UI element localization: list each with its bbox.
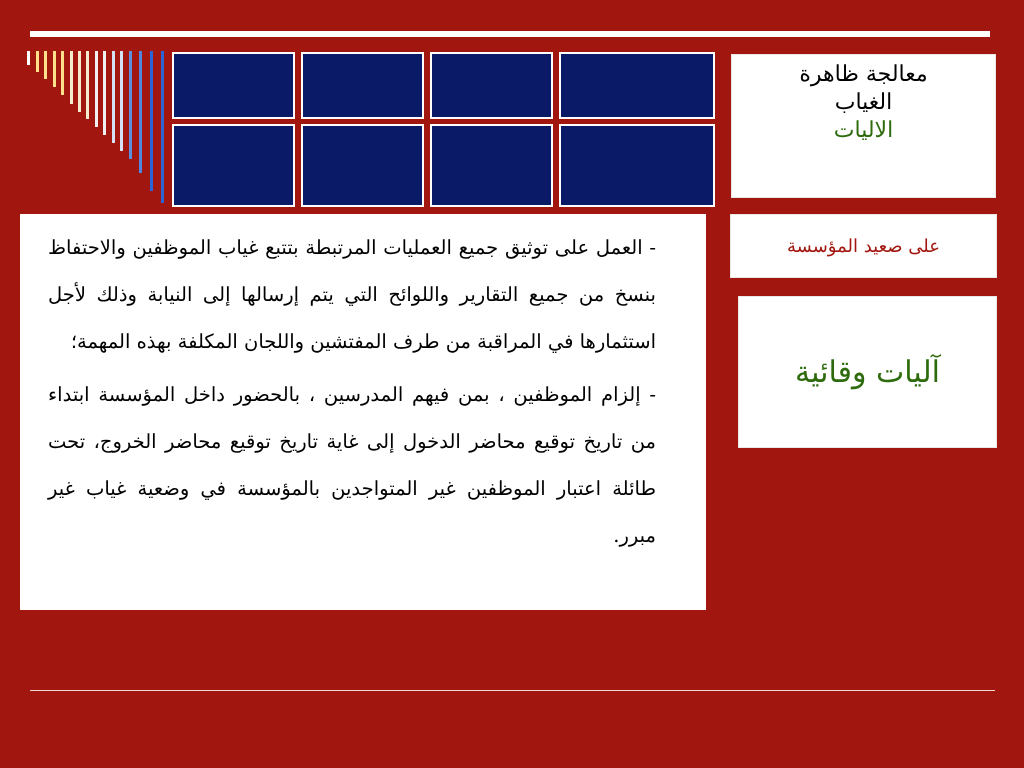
stripe xyxy=(44,51,47,79)
stripe xyxy=(150,51,153,191)
slide-title-line-2: الغياب xyxy=(834,90,893,115)
stripe xyxy=(86,51,89,119)
stripe xyxy=(161,51,164,203)
context-label: على صعيد المؤسسة xyxy=(787,236,940,257)
tile xyxy=(559,124,715,207)
content-paragraph-2: - إلزام الموظفين ، بمن فيهم المدرسين ، بالحضور داخل المؤسسة ابتداء من تاريخ توقيع محاضر الدخول إلى غاية تاريخ توقيع محاضر الخروج، تحت طائلة اعتبار الموظفين غير المتواجدين بالمؤسسة في وضعية غياب غير مبرر. xyxy=(48,383,656,547)
section-heading-box xyxy=(738,296,997,448)
tile xyxy=(301,52,424,119)
stripe xyxy=(129,51,132,159)
slide-title-line-1: معالجة ظاهرة xyxy=(799,62,928,87)
tile xyxy=(430,124,553,207)
content-box xyxy=(20,214,706,610)
tile xyxy=(559,52,715,119)
content-paragraph-1: - العمل على توثيق جميع العمليات المرتبطة بتتبع غياب الموظفين والاحتفاظ بنسخ من جميع التقارير واللوائح التي يتم إرسالها إلى النيابة وذلك لأجل استثمارها في المراقبة من طرف المفتشين واللجان المكلفة بهذه المهمة؛ xyxy=(48,236,656,353)
stripe xyxy=(36,51,39,72)
stripe xyxy=(61,51,64,95)
stripe xyxy=(27,51,30,65)
stripe xyxy=(139,51,142,173)
slide-title-box xyxy=(731,54,996,198)
stripe xyxy=(70,51,73,104)
stripe xyxy=(103,51,106,135)
bottom-rule-line xyxy=(30,690,995,691)
tile xyxy=(430,52,553,119)
top-rule-line xyxy=(30,31,990,37)
tile xyxy=(172,52,295,119)
stripe xyxy=(112,51,115,143)
stripe xyxy=(120,51,123,151)
stripe xyxy=(95,51,98,127)
tile xyxy=(301,124,424,207)
context-label-box xyxy=(730,214,997,278)
stripe xyxy=(53,51,56,87)
section-heading: آليات وقائية xyxy=(795,355,940,390)
stripe xyxy=(78,51,81,112)
slide-title-line-3: الاليات xyxy=(833,118,894,143)
tile xyxy=(172,124,295,207)
